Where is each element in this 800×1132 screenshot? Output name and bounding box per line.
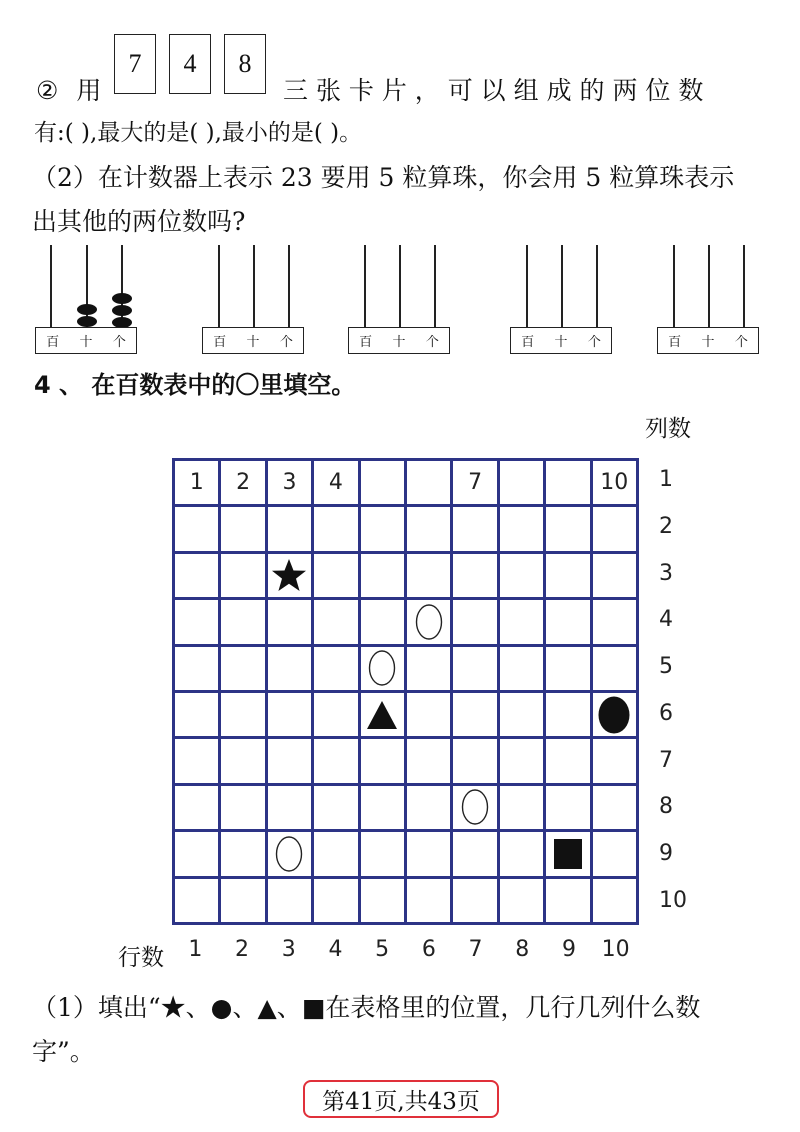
cell-number: 7 [468,470,483,496]
grid-cell [268,600,311,643]
grid-cell [407,739,450,782]
grid-cell [314,832,357,875]
label-tens: 十 [392,335,406,350]
label-ones: 个 [587,335,601,350]
grid-cell [314,739,357,782]
abacus-base [202,327,304,354]
grid-cell [546,832,589,875]
subquestion-1-line1: （1）填出“★、●、▲、■在表格里的位置，几行几列什么数 [32,993,701,1022]
label-tens: 十 [79,335,93,350]
grid-cell [407,879,450,922]
grid-cell [268,739,311,782]
grid-cell [175,554,218,597]
grid-cell [453,507,496,550]
abacus-base [657,327,759,354]
grid-cell [407,600,450,643]
row-number: 6 [659,700,673,726]
grid-cell [175,739,218,782]
column-number: 3 [281,937,296,962]
row-number: 4 [659,607,673,633]
grid-cell [500,600,543,643]
grid-cell [175,693,218,736]
column-number: 6 [421,937,436,962]
abacus-question-line2: 出其他的两位数吗? [32,207,246,236]
grid-cell [221,693,264,736]
grid-cell [268,879,311,922]
grid-cell [500,693,543,736]
abacus-bead [112,293,132,304]
grid-cell [453,739,496,782]
grid-cell [453,879,496,922]
column-axis-label: 列数 [645,416,691,442]
grid-cell [175,507,218,550]
section-4-title: 4 、 在百数表中的〇里填空。 [34,371,356,399]
row-number: 5 [659,654,673,680]
row-number: 2 [659,514,673,540]
column-number: 5 [375,937,390,962]
grid-cell [268,832,311,875]
row-number: 10 [659,887,687,913]
grid-cell [407,693,450,736]
grid-cell [361,554,404,597]
grid-cell [314,554,357,597]
circle-filled-icon [597,695,631,735]
label-hundreds: 百 [668,335,682,350]
grid-cell [546,786,589,829]
grid-cell [500,786,543,829]
abacus-rod [50,245,52,327]
grid-cell [175,461,218,504]
grid-cell [453,832,496,875]
column-number: 2 [235,937,250,962]
abacus-rod [364,245,366,327]
grid-cell [268,647,311,690]
grid-cell [361,693,404,736]
grid-cell [221,786,264,829]
grid-cell [221,879,264,922]
label-hundreds: 百 [359,335,373,350]
grid-cell [221,600,264,643]
label-tens: 十 [246,335,260,350]
grid-cell [314,693,357,736]
grid-cell [361,461,404,504]
use-word: 用 [76,76,102,105]
abacus-question-line1: （2）在计数器上表示 23 要用 5 粒算珠，你会用 5 粒算珠表示 [32,163,735,192]
grid-cell [314,600,357,643]
abacus-rod [399,245,401,327]
abacus-base [348,327,450,354]
grid-cell [221,832,264,875]
grid-cell [361,786,404,829]
abacus-rod [434,245,436,327]
grid-cell [593,739,636,782]
blank-circle-icon[interactable] [368,649,396,687]
grid-cell [361,600,404,643]
abacus-rod [596,245,598,327]
grid-cell [593,554,636,597]
abacus-rod [526,245,528,327]
star-icon [271,557,307,593]
grid-cell [407,461,450,504]
card-7: 7 [114,34,156,94]
grid-cell [314,507,357,550]
grid-cell [500,832,543,875]
grid-cell [453,600,496,643]
grid-cell [314,461,357,504]
q2-line1-rest: 三 张 卡 片 ， 可 以 组 成 的 两 位 数 [283,76,704,105]
grid-cell [221,507,264,550]
grid-cell [593,461,636,504]
label-hundreds: 百 [213,335,227,350]
grid-cell [593,600,636,643]
grid-cell [361,879,404,922]
grid-cell [500,739,543,782]
grid-cell [268,461,311,504]
grid-cell [268,507,311,550]
grid-cell [361,832,404,875]
grid-cell [314,879,357,922]
q2-line2: 有:( ),最大的是( ),最小的是( )。 [34,120,363,146]
circled-number: ② [36,76,59,105]
grid-cell [593,879,636,922]
abacus-rod [218,245,220,327]
label-hundreds: 百 [46,335,60,350]
grid-cell [175,832,218,875]
abacus-rod [673,245,675,327]
abacus-bead [77,304,97,315]
row-number: 7 [659,747,673,773]
card-4: 4 [169,34,211,94]
grid-cell [221,554,264,597]
grid-cell [546,693,589,736]
label-ones: 个 [734,335,748,350]
grid-cell [546,647,589,690]
abacus-bead [77,316,97,327]
grid-cell [453,647,496,690]
row-number: 8 [659,794,673,820]
abacus-base [510,327,612,354]
abacus-rod [708,245,710,327]
subquestion-1-line2: 字”。 [32,1037,95,1066]
grid-cell [500,554,543,597]
column-number: 1 [188,937,203,962]
grid-cell [593,832,636,875]
grid-cell [546,879,589,922]
grid-cell [268,554,311,597]
cell-number: 2 [236,470,251,496]
abacus-rod [288,245,290,327]
cell-number: 3 [282,470,297,496]
grid-cell [453,461,496,504]
grid-cell [546,739,589,782]
card-8: 8 [224,34,266,94]
column-number: 10 [601,937,630,962]
square-filled-icon [553,838,583,870]
blank-circle-icon[interactable] [415,603,443,641]
grid-cell [221,647,264,690]
grid-cell [175,647,218,690]
row-number: 1 [659,467,673,493]
grid-cell [500,879,543,922]
abacus-rod [743,245,745,327]
grid-cell [361,507,404,550]
grid-cell [546,507,589,550]
grid-cell [221,461,264,504]
page-number-badge: 第41页,共43页 [303,1080,499,1118]
grid-cell [453,786,496,829]
label-ones: 个 [425,335,439,350]
grid-cell [407,832,450,875]
abacus-rod [253,245,255,327]
grid-cell [593,693,636,736]
row-axis-label: 行数 [118,945,164,971]
hundred-table-grid [172,458,639,925]
grid-cell [407,507,450,550]
grid-cell [546,554,589,597]
grid-cell [175,786,218,829]
grid-cell [500,507,543,550]
grid-cell [221,739,264,782]
abacus-base [35,327,137,354]
column-number: 9 [561,937,576,962]
grid-cell [546,461,589,504]
grid-cell [593,786,636,829]
grid-cell [593,507,636,550]
blank-circle-icon[interactable] [275,835,303,873]
abacus-bead [112,305,132,316]
label-ones: 个 [279,335,293,350]
column-number: 7 [468,937,483,962]
grid-cell [407,647,450,690]
abacus-rod [561,245,563,327]
cell-number: 10 [600,470,629,496]
grid-cell [500,461,543,504]
grid-cell [314,647,357,690]
column-number: 4 [328,937,343,962]
grid-cell [453,693,496,736]
grid-cell [268,786,311,829]
blank-circle-icon[interactable] [461,788,489,826]
label-ones: 个 [112,335,126,350]
cell-number: 4 [328,470,343,496]
row-number: 9 [659,840,673,866]
column-number: 8 [515,937,530,962]
label-hundreds: 百 [521,335,535,350]
grid-cell [453,554,496,597]
grid-cell [361,647,404,690]
triangle-filled-icon [365,699,399,731]
row-number: 3 [659,560,673,586]
grid-cell [175,879,218,922]
cell-number: 1 [189,470,204,496]
grid-cell [361,739,404,782]
grid-cell [593,647,636,690]
label-tens: 十 [554,335,568,350]
grid-cell [407,786,450,829]
label-tens: 十 [701,335,715,350]
grid-cell [268,693,311,736]
grid-cell [314,786,357,829]
grid-cell [546,600,589,643]
grid-cell [175,600,218,643]
grid-cell [500,647,543,690]
grid-cell [407,554,450,597]
